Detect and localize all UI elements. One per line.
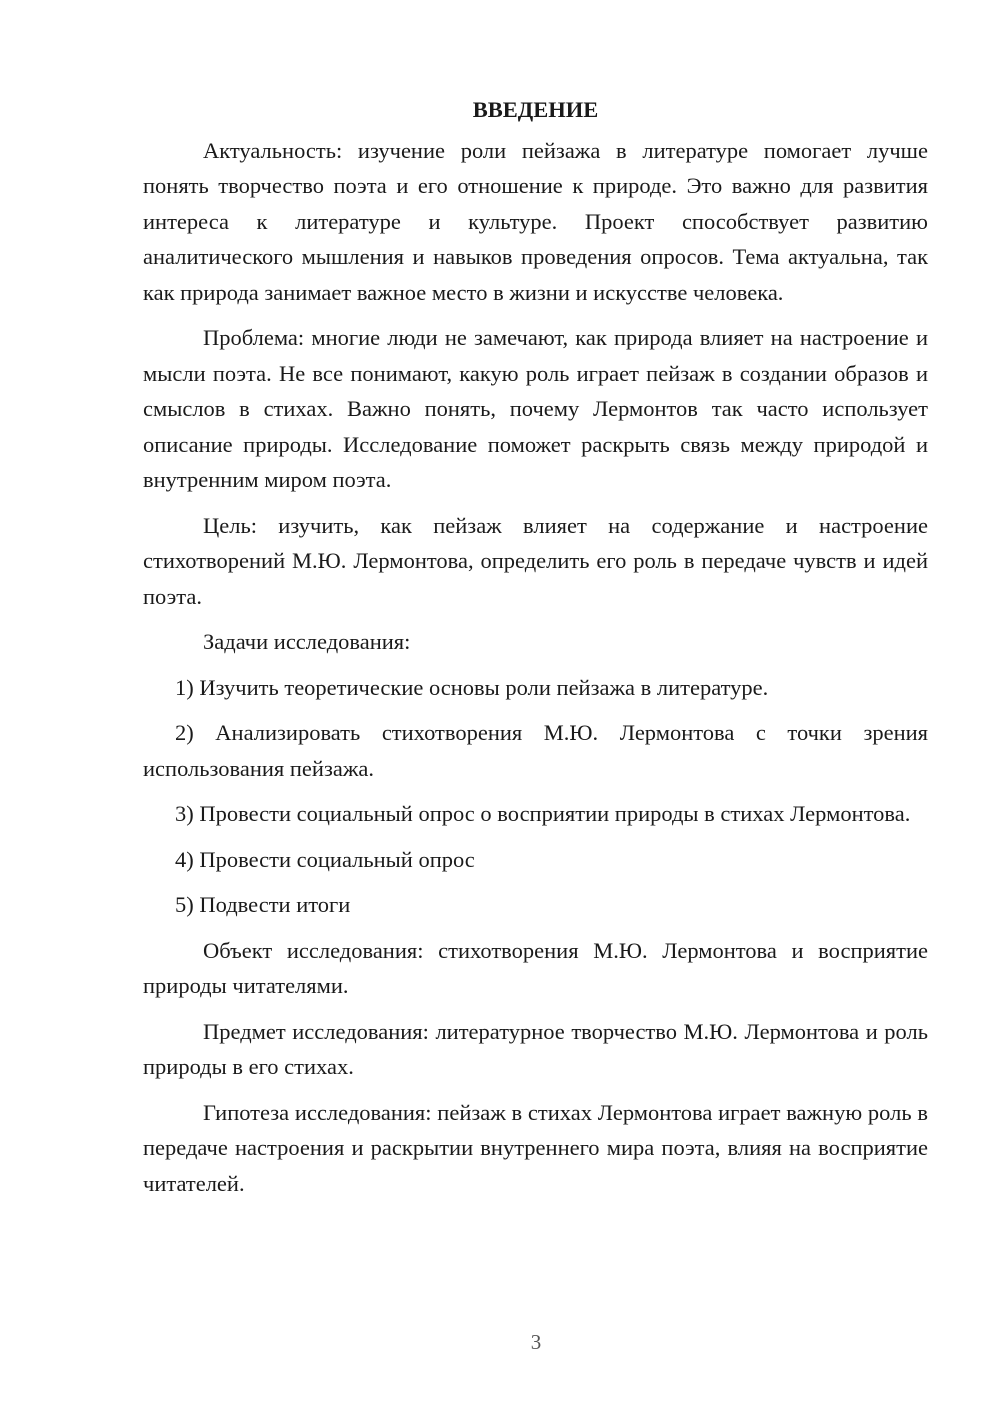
tasks-heading: Задачи исследования:: [203, 629, 411, 654]
task-item-1: 1) Изучить теоретические основы роли пейзажа в литературе.: [175, 674, 769, 700]
subject-paragraph: Предмет исследования: литературное творчество М.Ю. Лермонтова и роль природы в его стихах.: [143, 1018, 928, 1079]
relevance-paragraph: Актуальность: изучение роли пейзажа в литературе помогает лучше понять творчество поэта и его отношение к природе. Это важно для развития интереса к литературе и культуре. Проект способствует развитию аналитического мышления и навыков проведения опросов. Тема актуальна, так как природа занимает важное место в жизни и искусстве человека.: [143, 137, 928, 305]
hypothesis-paragraph: Гипотеза исследования: пейзаж в стихах Лермонтова играет важную роль в передаче настроения и раскрытии внутреннего мира поэта, влияя на восприятие читателей.: [143, 1099, 928, 1196]
problem-paragraph: Проблема: многие люди не замечают, как природа влияет на настроение и мысли поэта. Не все понимают, какую роль играет пейзаж в создании образов и смыслов в стихах. Важно понять, почему Лермонтов так часто использует описание природы. Исследование поможет раскрыть связь между природой и внутренним миром поэта.: [143, 325, 928, 492]
object-paragraph: Объект исследования: стихотворения М.Ю. Лермонтова и восприятие природы читателями.: [143, 937, 928, 998]
section-heading: ВВЕДЕНИЕ: [472, 97, 599, 122]
page-content: [143, 92, 928, 1211]
task-item-2: 2) Анализировать стихотворения М.Ю. Лермонтова с точки зрения использования пейзажа.: [143, 720, 928, 781]
task-item-4: 4) Провести социальный опрос: [175, 846, 475, 872]
goal-paragraph: Цель: изучить, как пейзаж влияет на содержание и настроение стихотворений М.Ю. Лермонтова, определить его роль в передаче чувств и идей поэта.: [143, 512, 928, 609]
task-item-5: 5) Подвести итоги: [175, 892, 351, 917]
task-item-3: 3) Провести социальный опрос о восприятии природы в стихах Лермонтова.: [175, 801, 911, 826]
page-number: 3: [530, 1330, 542, 1354]
